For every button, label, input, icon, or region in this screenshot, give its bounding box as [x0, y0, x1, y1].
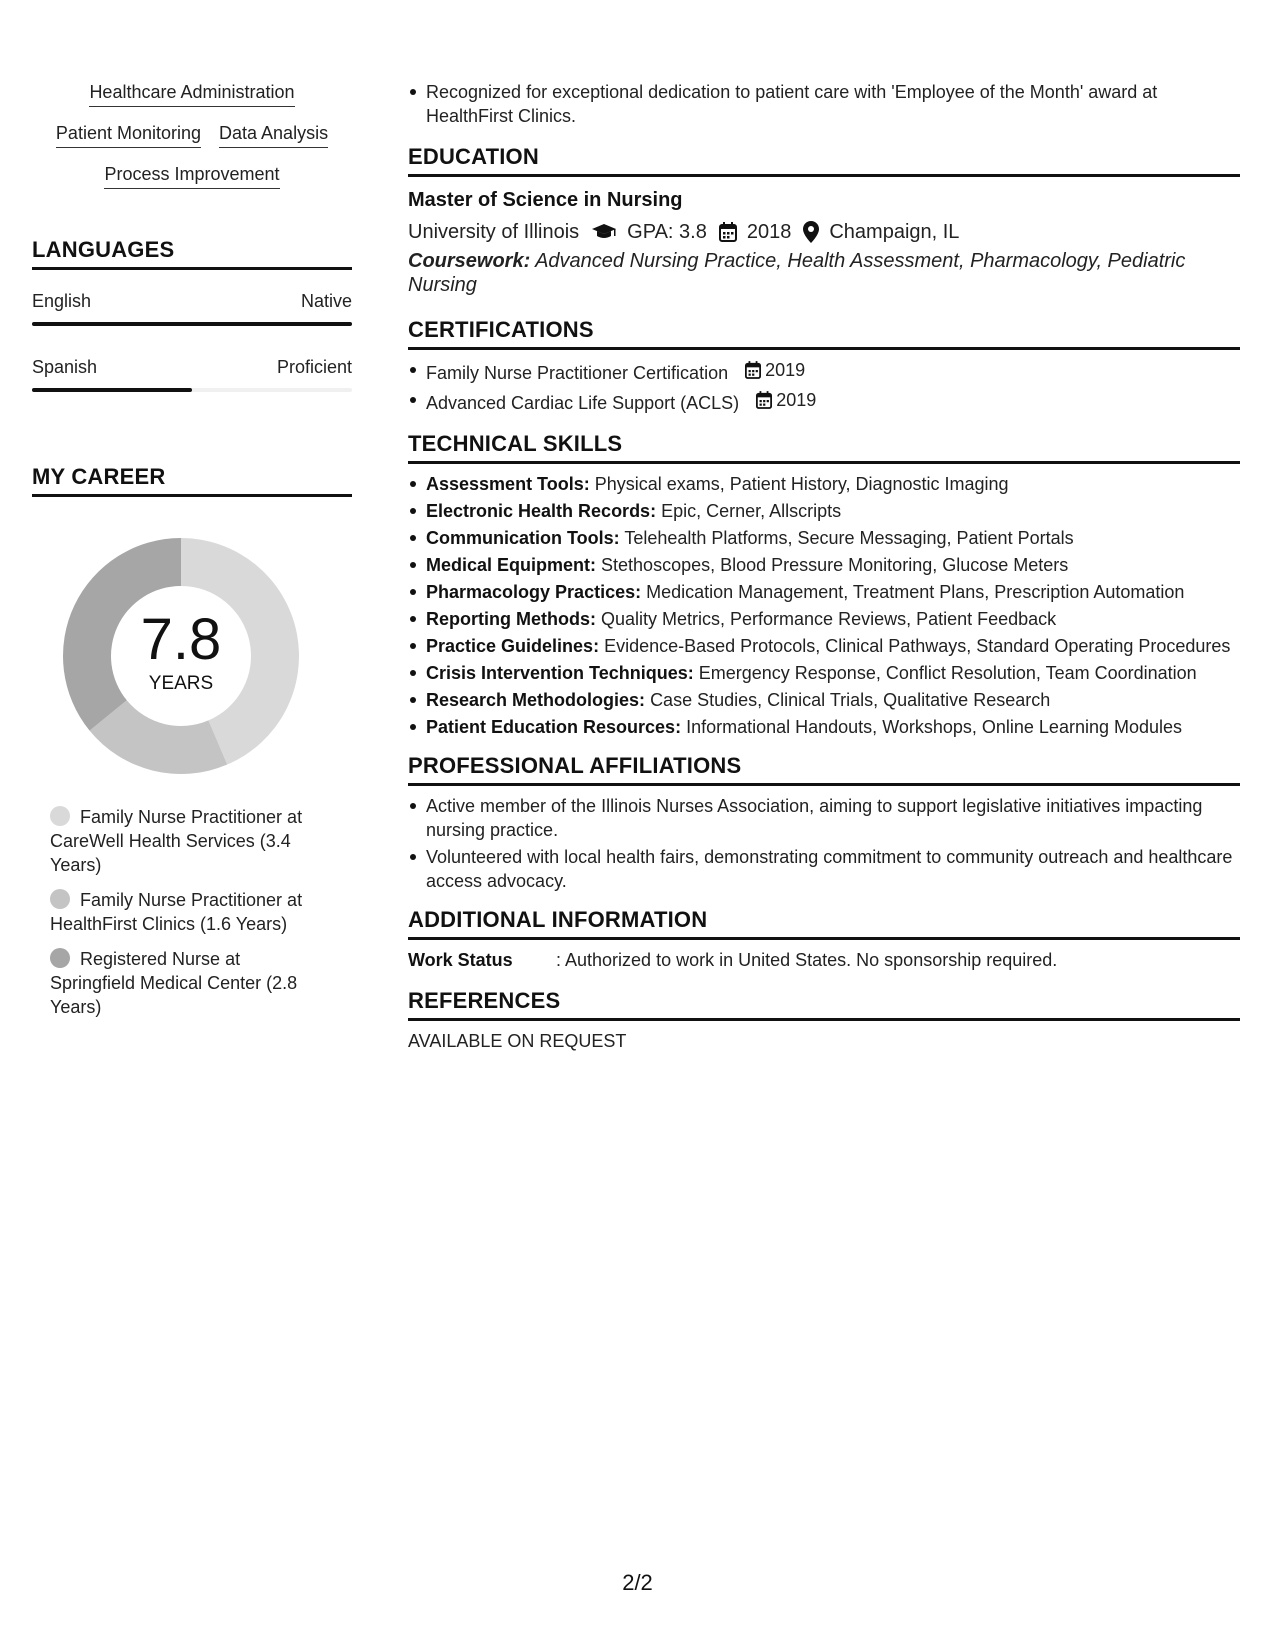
- education-heading: EDUCATION: [408, 144, 1240, 177]
- education-meta: [408, 219, 1240, 245]
- education-location: Champaign, IL: [829, 221, 960, 243]
- achievement-item: Recognized for exceptional dedication to patient care with 'Employee of the Month' award at HealthFirst Clinics.: [408, 80, 1240, 128]
- language-item: [32, 290, 352, 326]
- technical-skill-label: Reporting Methods:: [426, 609, 596, 629]
- certification-item: [408, 388, 1240, 415]
- certification-year: 2019: [765, 360, 806, 380]
- language-item: [32, 356, 352, 392]
- coursework: [408, 249, 1240, 297]
- work-status-label: Work Status: [408, 950, 513, 970]
- technical-skill-label: Crisis Intervention Techniques:: [426, 663, 694, 683]
- graduation-cap-icon: [591, 223, 617, 241]
- right-column: [408, 80, 1240, 1052]
- legend-label: Registered Nurse at Springfield Medical Center (2.8 Years): [50, 949, 298, 1017]
- legend-dot-icon: [50, 948, 70, 968]
- legend-label: Family Nurse Practitioner at CareWell Health Services (3.4 Years): [50, 807, 303, 875]
- technical-skills-heading: TECHNICAL SKILLS: [408, 431, 1240, 464]
- skill-tag: Healthcare Administration: [89, 80, 294, 107]
- career-legend: [32, 805, 322, 1019]
- coursework-text: Advanced Nursing Practice, Health Assessment, Pharmacology, Pediatric Nursing: [408, 250, 1186, 296]
- technical-skill-text: Physical exams, Patient History, Diagnostic Imaging: [594, 474, 1009, 494]
- technical-skill-text: Telehealth Platforms, Secure Messaging, Patient Portals: [624, 528, 1074, 548]
- language-bar: [32, 388, 352, 392]
- references-heading: REFERENCES: [408, 988, 1240, 1021]
- technical-skill-label: Communication Tools:: [426, 528, 620, 548]
- technical-skill-label: Research Methodologies:: [426, 690, 646, 710]
- references-text: AVAILABLE ON REQUEST: [408, 1031, 627, 1051]
- technical-skill-item: [408, 472, 1240, 496]
- affiliations-list: [408, 794, 1240, 893]
- technical-skills-list: [408, 472, 1240, 739]
- calendar-icon: [719, 222, 737, 242]
- technical-skill-text: Case Studies, Clinical Trials, Qualitative Research: [650, 690, 1051, 710]
- work-status-value: : Authorized to work in United States. No sponsorship required.: [556, 950, 1058, 970]
- achievement-list: [408, 80, 1240, 128]
- affiliations-heading: PROFESSIONAL AFFILIATIONS: [408, 753, 1240, 786]
- technical-skill-label: Assessment Tools:: [426, 474, 590, 494]
- skill-tags: [32, 80, 352, 189]
- technical-skill-text: Epic, Cerner, Allscripts: [661, 501, 842, 521]
- technical-skill-item: [408, 607, 1240, 631]
- technical-skill-item: [408, 526, 1240, 550]
- legend-dot-icon: [50, 889, 70, 909]
- languages-heading: LANGUAGES: [32, 237, 352, 270]
- technical-skill-text: Quality Metrics, Performance Reviews, Patient Feedback: [601, 609, 1057, 629]
- career-center-label: [56, 531, 306, 781]
- technical-skill-text: Evidence-Based Protocols, Clinical Pathways, Standard Operating Procedures: [604, 636, 1231, 656]
- certification-year: 2019: [776, 390, 817, 410]
- certifications-list: [408, 358, 1240, 415]
- calendar-icon: [756, 391, 772, 409]
- calendar-icon: [745, 361, 761, 379]
- language-bar-fill: [32, 388, 192, 392]
- work-status-row: [408, 948, 1240, 972]
- education-gpa: GPA: 3.8: [627, 221, 707, 243]
- technical-skill-item: [408, 580, 1240, 604]
- map-pin-icon: [803, 221, 819, 243]
- technical-skill-text: Emergency Response, Conflict Resolution, Team Coordination: [698, 663, 1197, 683]
- additional-info-heading: ADDITIONAL INFORMATION: [408, 907, 1240, 940]
- career-donut-chart: [56, 531, 306, 781]
- certification-name: Family Nurse Practitioner Certification: [426, 363, 729, 383]
- technical-skill-label: Electronic Health Records:: [426, 501, 657, 521]
- coursework-label: Coursework:: [408, 250, 531, 272]
- language-level: Native: [300, 291, 352, 311]
- education-year: 2018: [746, 221, 792, 243]
- language-bar: [32, 322, 352, 326]
- technical-skill-text: Informational Handouts, Workshops, Online Learning Modules: [686, 717, 1183, 737]
- certification-item: [408, 358, 1240, 385]
- career-total: 7.8: [140, 607, 222, 672]
- legend-dot-icon: [50, 806, 70, 826]
- affiliation-item: Active member of the Illinois Nurses Association, aiming to support legislative initiatives impacting nursing practice.: [408, 794, 1240, 842]
- technical-skill-item: [408, 634, 1240, 658]
- language-bar-fill: [32, 322, 352, 326]
- technical-skill-label: Pharmacology Practices:: [426, 582, 642, 602]
- language-name: English: [32, 291, 92, 311]
- education-school: University of Illinois: [408, 221, 580, 243]
- education-degree: Master of Science in Nursing: [408, 189, 683, 211]
- career-heading: MY CAREER: [32, 464, 352, 497]
- technical-skill-item: [408, 661, 1240, 685]
- technical-skill-label: Practice Guidelines:: [426, 636, 600, 656]
- legend-item: [50, 805, 322, 877]
- legend-item: [50, 947, 322, 1019]
- technical-skill-item: [408, 715, 1240, 739]
- career-unit: YEARS: [148, 673, 214, 694]
- language-level: Proficient: [276, 357, 352, 377]
- technical-skill-item: [408, 499, 1240, 523]
- technical-skill-label: Medical Equipment:: [426, 555, 597, 575]
- page-number: 2/2: [622, 1570, 653, 1595]
- technical-skill-item: [408, 553, 1240, 577]
- legend-label: Family Nurse Practitioner at HealthFirst Clinics (1.6 Years): [50, 890, 303, 934]
- certifications-heading: CERTIFICATIONS: [408, 317, 1240, 350]
- skill-tag: Process Improvement: [104, 162, 279, 189]
- skill-tag: Patient Monitoring: [56, 121, 201, 148]
- language-name: Spanish: [32, 357, 98, 377]
- skill-tag: Data Analysis: [219, 121, 328, 148]
- technical-skill-text: Medication Management, Treatment Plans, Prescription Automation: [646, 582, 1185, 602]
- affiliation-item: Volunteered with local health fairs, demonstrating commitment to community outreach and healthcare access advocacy.: [408, 845, 1240, 893]
- technical-skill-label: Patient Education Resources:: [426, 717, 682, 737]
- technical-skill-text: Stethoscopes, Blood Pressure Monitoring, Glucose Meters: [601, 555, 1069, 575]
- legend-item: [50, 888, 322, 936]
- technical-skill-item: [408, 688, 1240, 712]
- certification-name: Advanced Cardiac Life Support (ACLS): [426, 393, 740, 413]
- left-column: [32, 80, 352, 1030]
